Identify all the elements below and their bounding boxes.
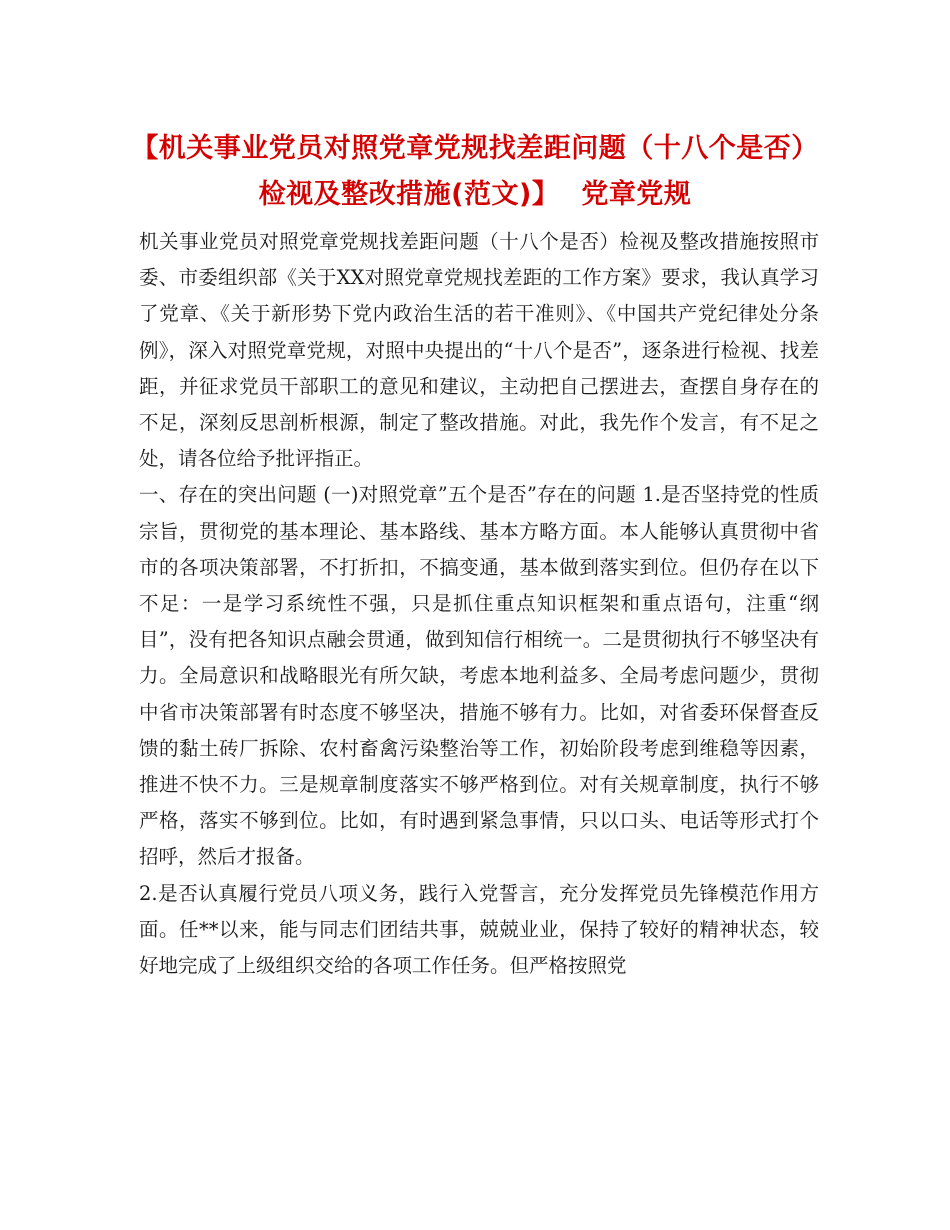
paragraph-intro: 机关事业党员对照党章党规找差距问题（十八个是否）检视及整改措施按照市委、市委组织部《关于XX对照党章党规找差距的工作方案》要求，我认真学习了党章、《关于新形势下党内政治生活的若干准则》、《中国共产党纪律处分条例》，深入对照党章党规，对照中央提出的“十八个是否”，逐条进行检视、找差距，并征求党员干部职工的意见和建议，主动把自己摆进去，查摆自身存在的不足，深刻反思剖析根源，制定了整改措施。对此，我先作个发言，有不足之处，请各位给予批评指正。 [139, 230, 819, 471]
paragraph-obligations: 2.是否认真履行党员八项义务，践行入党誓言，充分发挥党员先锋模范作用方面。任**以来，能与同志们团结共事，兢兢业业，保持了较好的精神状态，较好地完成了上级组织交给的各项工作任务。但严格按照党 [139, 881, 819, 978]
title-main: 【机关事业党员对照党章党规找差距问题（十八个是否）检视及整改措施(范文)】 [131, 133, 819, 210]
title-tag: 党章党规 [581, 179, 692, 210]
document-body [139, 224, 819, 984]
document-title [130, 126, 820, 218]
paragraph-problems: 一、存在的突出问题 (一)对照党章”五个是否”存在的问题 1.是否坚持党的性质宗旨，贯彻党的基本理论、基本路线、基本方略方面。本人能够认真贯彻中省市的各项决策部署，不打折扣，不搞变通，基本做到落实到位。但仍存在以下不足：一是学习系统性不强，只是抓住重点知识框架和重点语句，注重“纲目”，没有把各知识点融会贯通，做到知信行相统一。二是贯彻执行不够坚决有力。全局意识和战略眼光有所欠缺，考虑本地利益多、全局考虑问题少，贯彻中省市决策部署有时态度不够坚决，措施不够有力。比如，对省委环保督查反馈的黏土砖厂拆除、农村畜禽污染整治等工作，初始阶段考虑到维稳等因素，推进不快不力。三是规章制度落实不够严格到位。对有关规章制度，执行不够严格，落实不够到位。比如，有时遇到紧急事情，只以口头、电话等形式打个招呼，然后才报备。 [139, 483, 819, 869]
